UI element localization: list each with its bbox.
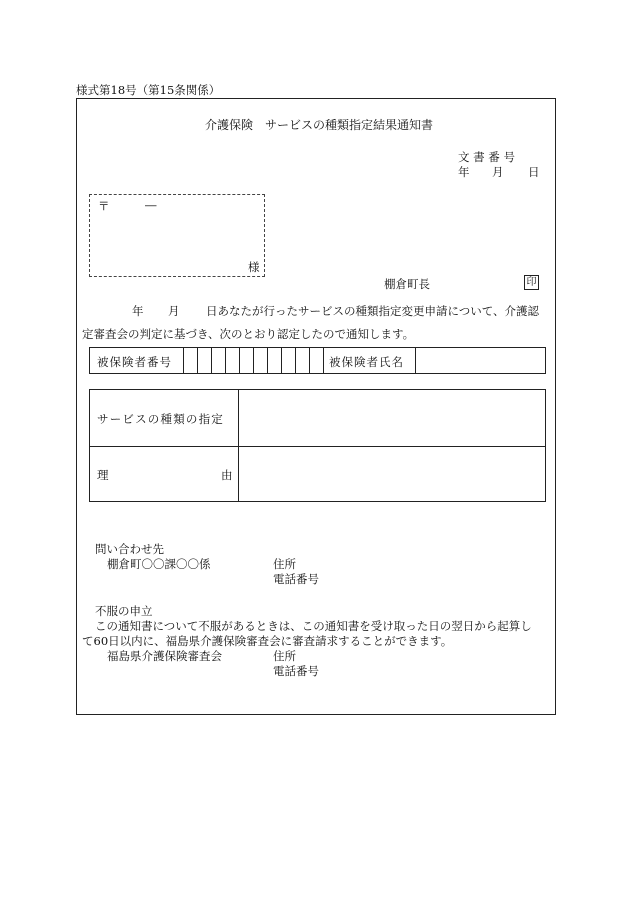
service-designation-label: サービスの種類の指定 — [97, 412, 224, 426]
document-title: 介護保険 サービスの種類指定結果通知書 — [205, 118, 434, 132]
appeal-address-label: 住所 — [273, 649, 296, 663]
recipient-address-box — [89, 194, 265, 277]
appeal-text-1: この通知書について不服があるときは、この通知書を受け取った日の翌日から起算し — [95, 619, 532, 633]
appeal-heading: 不服の申立 — [95, 604, 153, 618]
reason-label-1: 理 — [97, 468, 109, 482]
appeal-agency: 福島県介護保険審査会 — [107, 649, 222, 663]
issuer-name: 棚倉町長 — [384, 277, 430, 291]
honorific-sama: 様 — [248, 260, 260, 274]
body-date-year: 年 — [132, 304, 144, 318]
contact-address-label: 住所 — [273, 557, 296, 571]
postal-dash: ― — [145, 198, 157, 212]
insured-name-label: 被保険者氏名 — [329, 355, 404, 369]
postal-mark: 〒 — [98, 199, 110, 213]
contact-office: 棚倉町〇〇課〇〇係 — [107, 557, 211, 571]
service-designation-table — [89, 389, 546, 502]
seal-stamp: 印 — [524, 275, 539, 290]
insured-number-label: 被保険者番号 — [97, 355, 172, 369]
date-month-label: 月 — [492, 165, 504, 179]
appeal-text-2: て60日以内に、福島県介護保険審査会に審査請求することができます。 — [82, 634, 453, 648]
reason-label-2: 由 — [221, 468, 233, 482]
form-number: 様式第18号（第15条関係） — [76, 83, 221, 97]
body-line-1: 日あなたが行ったサービスの種類指定変更申請について、介護認 — [206, 304, 540, 318]
body-line-2: 定審査会の判定に基づき、次のとおり認定したので通知します。 — [82, 327, 415, 341]
date-year-label: 年 — [458, 165, 470, 179]
contact-heading: 問い合わせ先 — [95, 542, 164, 556]
contact-phone-label: 電話番号 — [273, 572, 319, 586]
appeal-phone-label: 電話番号 — [273, 664, 319, 678]
insured-info-table — [89, 347, 546, 374]
date-day-label: 日 — [528, 165, 540, 179]
body-date-month: 月 — [168, 304, 180, 318]
document-number-label: 文 書 番 号 — [458, 150, 515, 164]
